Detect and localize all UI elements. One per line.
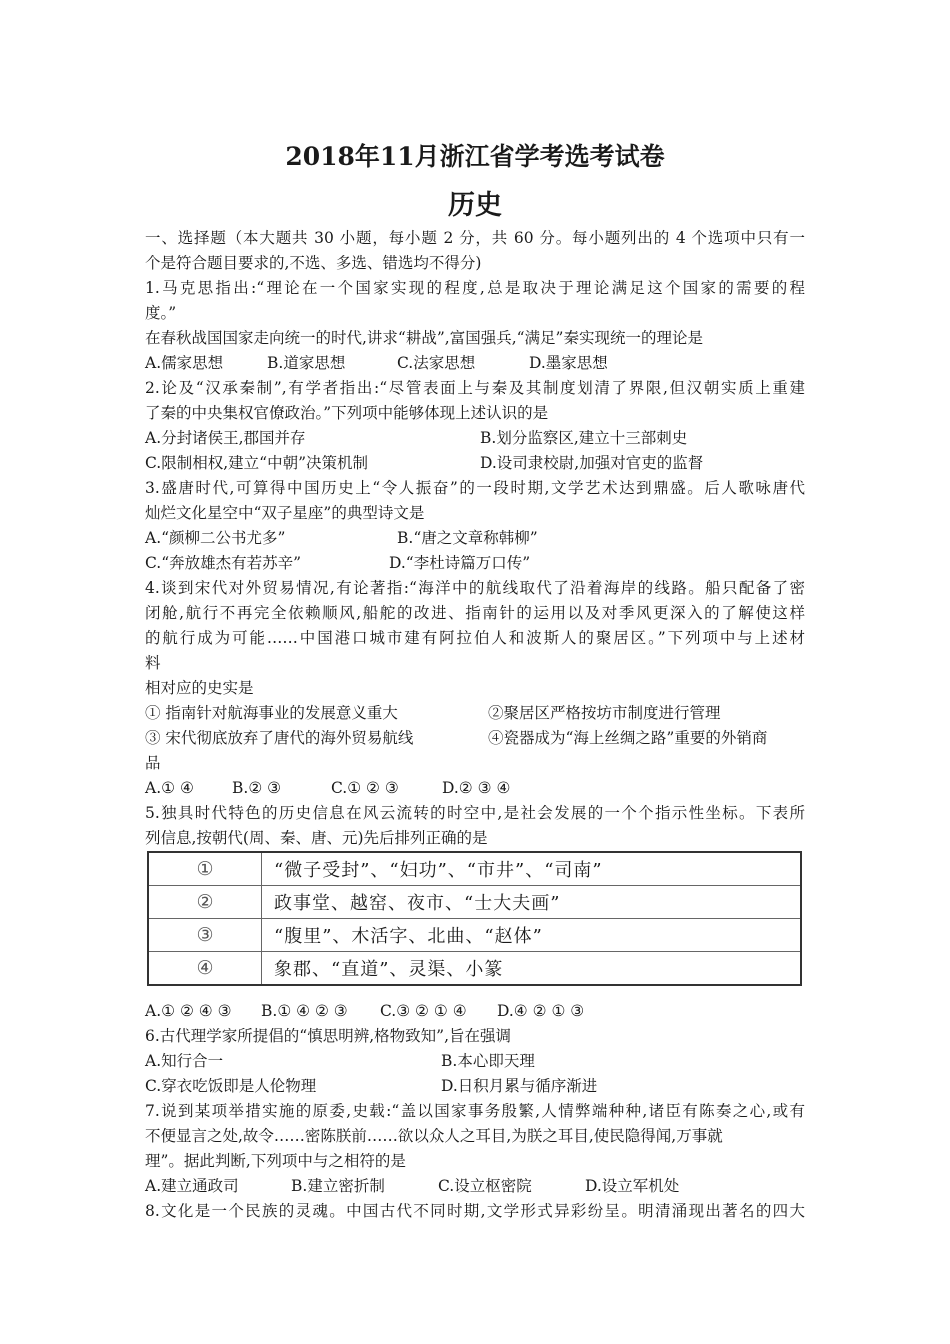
row-text: 象郡、“直道”、灵渠、小篆 xyxy=(262,952,802,986)
q4-stem-line1: 4.谈到宋代对外贸易情况,有论著指:“海洋中的航线取代了沿着海岸的线路。船只配备了密 xyxy=(145,579,805,597)
q2-option-a: A.分封诸侯王,郡国并存 xyxy=(145,429,306,447)
q1-stem-line3: 在春秋战国国家走向统一的时代,讲求“耕战”,富国强兵,“满足”秦实现统一的理论是 xyxy=(145,329,703,347)
q1-option-b: B.道家思想 xyxy=(267,354,346,372)
q2-option-c: C.限制相权,建立“中朝”决策机制 xyxy=(145,454,369,472)
q4-stem-line4: 料 xyxy=(145,654,161,672)
section-intro-line2: 个是符合题目要求的,不选、多选、错选均不得分) xyxy=(145,254,482,272)
q6-stem-line1: 6.古代理学家所提倡的“慎思明辨,格物致知”,旨在强调 xyxy=(145,1027,511,1045)
q7-option-d: D.设立军机处 xyxy=(585,1177,680,1195)
q3-stem-line1: 3.盛唐时代,可算得中国历史上“令人振奋”的一段时期,文学艺术达到鼎盛。后人歌咏唐代 xyxy=(145,479,805,497)
q5-option-a: A.① ② ④ ③ xyxy=(145,1002,232,1020)
row-number: ③ xyxy=(148,919,262,952)
q8-stem-line1: 8.文化是一个民族的灵魂。中国古代不同时期,文学形式异彩纷呈。明清涌现出著名的四大 xyxy=(145,1202,805,1220)
row-text: 政事堂、越窑、夜市、“士大夫画” xyxy=(262,886,802,919)
q7-option-c: C.设立枢密院 xyxy=(438,1177,532,1195)
row-number: ④ xyxy=(148,952,262,986)
q7-stem-line1: 7.说到某项举措实施的原委,史载:“盖以国家事务殷繁,人情弊端种种,诸臣有陈奏之心,或有 xyxy=(145,1102,805,1120)
q3-option-d: D.“李杜诗篇万口传” xyxy=(389,554,531,572)
q5-stem-line2: 列信息,按朝代(周、秦、唐、元)先后排列正确的是 xyxy=(145,829,488,847)
q7-option-a: A.建立通政司 xyxy=(145,1177,239,1195)
q4-stem-line2: 闭舱,航行不再完全依赖顺风,船舵的改进、指南针的运用以及对季风更深入的了解使这样 xyxy=(145,604,805,622)
q5-info-table xyxy=(147,851,802,986)
q4-option-a: A.① ④ xyxy=(145,779,194,797)
q4-statement-4: ④瓷器成为“海上丝绸之路”重要的外销商 xyxy=(488,729,768,747)
q3-option-b: B.“唐之文章称韩柳” xyxy=(397,529,538,547)
section-intro-line1: 一、选择题（本大题共 30 小题，每小题 2 分，共 60 分。每小题列出的 4 个选项中只有一 xyxy=(145,229,805,247)
row-number: ② xyxy=(148,886,262,919)
q1-stem-line2: 度。” xyxy=(145,304,177,322)
q6-option-c: C.穿衣吃饭即是人伦物理 xyxy=(145,1077,317,1095)
q4-stem-line3: 的航行成为可能……中国港口城市建有阿拉伯人和波斯人的聚居区。”下列项中与上述材 xyxy=(145,629,805,647)
q5-stem-line1: 5.独具时代特色的历史信息在风云流转的时空中,是社会发展的一个个指示性坐标。下表所 xyxy=(145,804,805,822)
table-row xyxy=(148,886,801,919)
q2-option-b: B.划分监察区,建立十三部刺史 xyxy=(480,429,688,447)
table-row xyxy=(148,852,801,886)
q6-option-d: D.日积月累与循序渐进 xyxy=(441,1077,598,1095)
table-row xyxy=(148,952,801,986)
exam-title: 2018年11月浙江省学考选考试卷 xyxy=(285,142,665,171)
q3-option-c: C.“奔放雄杰有若苏辛” xyxy=(145,554,302,572)
q5-option-d: D.④ ② ① ③ xyxy=(497,1002,585,1020)
q1-option-d: D.墨家思想 xyxy=(529,354,608,372)
q6-option-b: B.本心即天理 xyxy=(441,1052,535,1070)
q4-statement-4-cont: 品 xyxy=(145,754,161,772)
q4-option-b: B.② ③ xyxy=(232,779,282,797)
table-row xyxy=(148,919,801,952)
q5-option-b: B.① ④ ② ③ xyxy=(261,1002,348,1020)
q4-statement-1: ① 指南针对航海事业的发展意义重大 xyxy=(145,704,398,722)
q6-option-a: A.知行合一 xyxy=(145,1052,224,1070)
q1-option-a: A.儒家思想 xyxy=(145,354,224,372)
q4-option-c: C.① ② ③ xyxy=(331,779,399,797)
q5-option-c: C.③ ② ① ④ xyxy=(380,1002,467,1020)
row-text: “微子受封”、“妇功”、“市井”、“司南” xyxy=(262,852,802,886)
q7-stem-line3: 理”。据此判断,下列项中与之相符的是 xyxy=(145,1152,406,1170)
q1-stem-line1: 1.马克思指出:“理论在一个国家实现的程度,总是取决于理论满足这个国家的需要的程 xyxy=(145,279,805,297)
q4-stem-line5: 相对应的史实是 xyxy=(145,679,254,697)
q2-stem-line1: 2.论及“汉承秦制”,有学者指出:“尽管表面上与秦及其制度划清了界限,但汉朝实质上重建 xyxy=(145,379,805,397)
q4-option-d: D.② ③ ④ xyxy=(442,779,511,797)
subject-title: 历史 xyxy=(448,190,502,221)
q3-stem-line2: 灿烂文化星空中“双子星座”的典型诗文是 xyxy=(145,504,425,522)
row-text: “腹里”、木活字、北曲、“赵体” xyxy=(262,919,802,952)
q4-statement-2: ②聚居区严格按坊市制度进行管理 xyxy=(488,704,721,722)
q7-stem-line2: 不便显言之处,故令……密陈朕前……欲以众人之耳目,为朕之耳目,使民隐得闻,万事就 xyxy=(145,1127,723,1145)
row-number: ① xyxy=(148,852,262,886)
q7-option-b: B.建立密折制 xyxy=(291,1177,385,1195)
q4-statement-3: ③ 宋代彻底放弃了唐代的海外贸易航线 xyxy=(145,729,414,747)
q3-option-a: A.“颜柳二公书尤多” xyxy=(145,529,286,547)
q1-option-c: C.法家思想 xyxy=(397,354,476,372)
q2-option-d: D.设司隶校尉,加强对官吏的监督 xyxy=(480,454,704,472)
q2-stem-line2: 了秦的中央集权官僚政治。”下列项中能够体现上述认识的是 xyxy=(145,404,549,422)
